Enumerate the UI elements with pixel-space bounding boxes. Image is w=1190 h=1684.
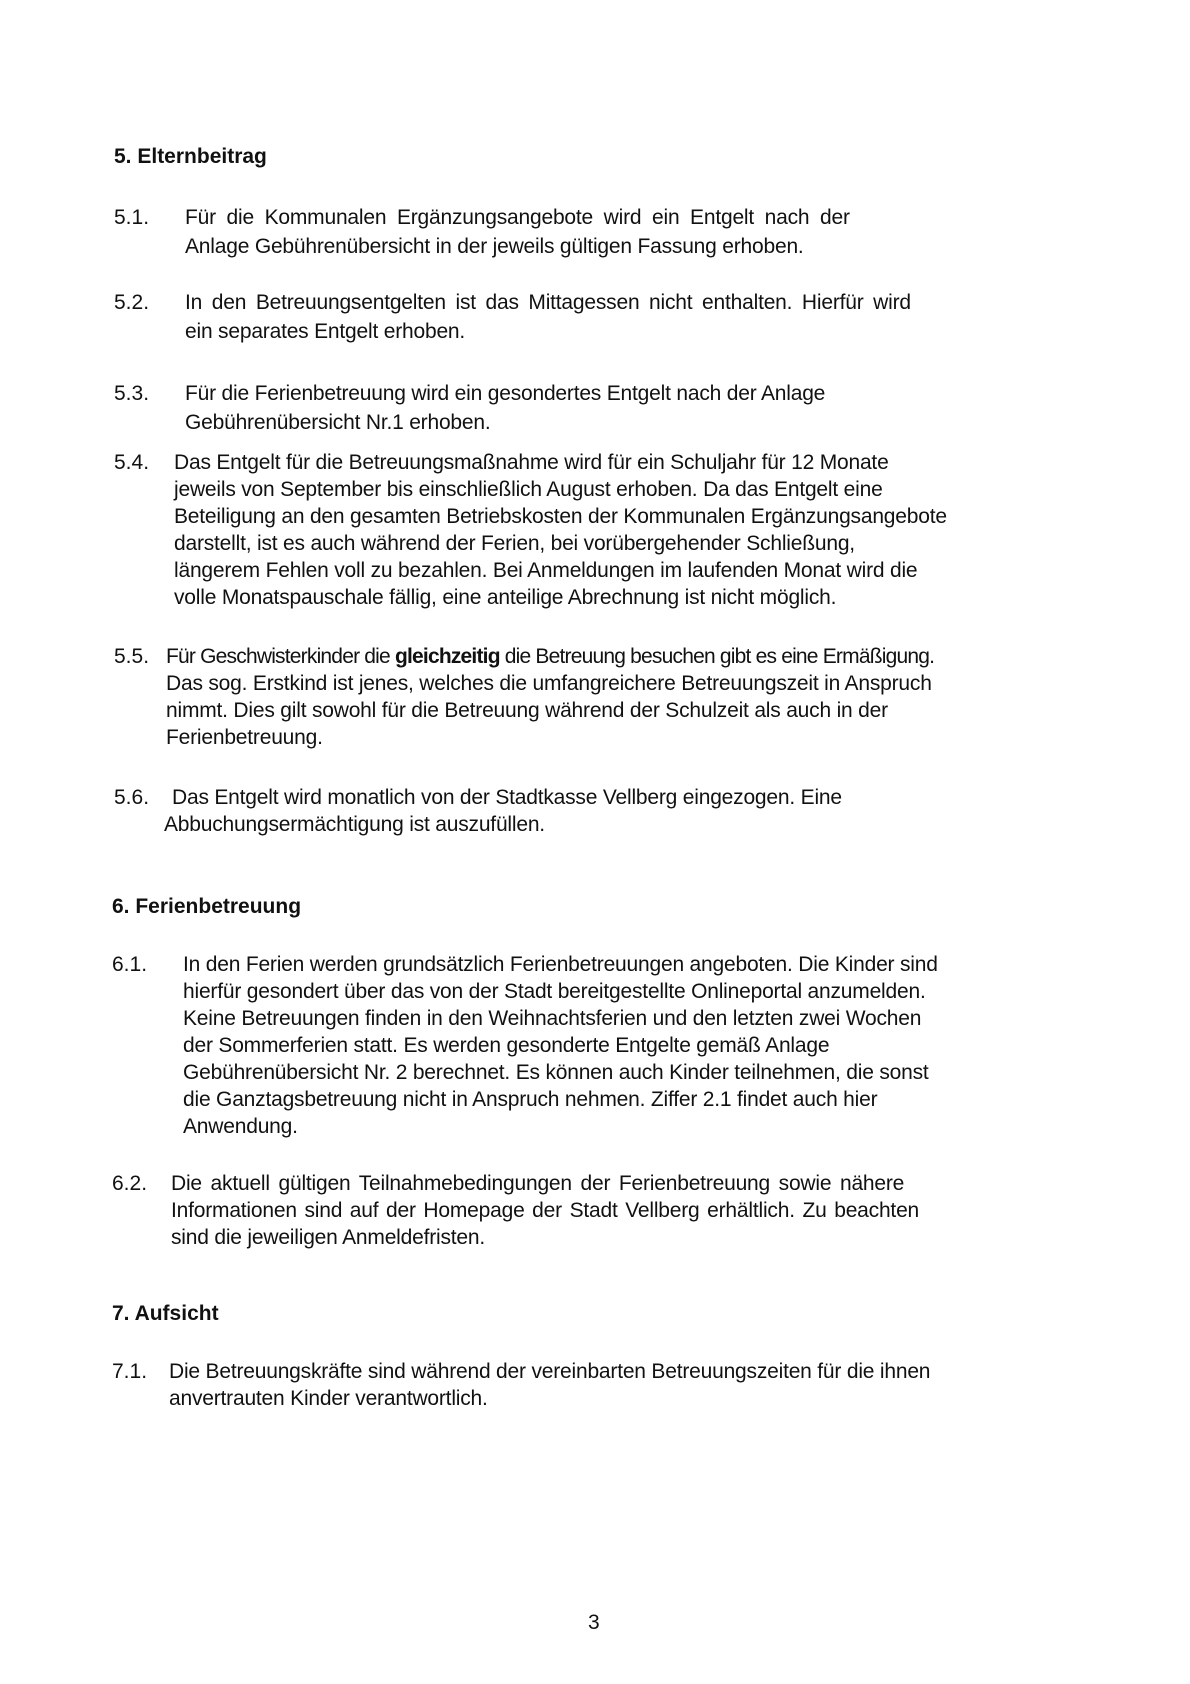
text-line: Das Entgelt für die Betreuungsmaßnahme wird für ein Schuljahr für 12 Monate [174,451,889,474]
text-line: ein separates Entgelt erhoben. [185,320,466,343]
text-line: jeweils von September bis einschließlich August erhoben. Da das Entgelt eine [174,478,883,501]
text-line: In den Betreuungsentgelten ist das Mittagessen nicht enthalten. Hierfür wird [185,291,911,314]
text-line: volle Monatspauschale fällig, eine anteilige Abrechnung ist nicht möglich. [174,586,837,609]
section-heading-5: 5. Elternbeitrag [114,145,267,168]
text-run: die Betreuung besuchen gibt es eine Ermäßigung. [499,645,935,668]
text-line: Ferienbetreuung. [166,726,323,749]
item-number: 5.2. [114,291,150,314]
text-line: Abbuchungsermächtigung ist auszufüllen. [164,813,545,836]
text-line: Gebührenübersicht Nr.1 erhoben. [185,411,491,434]
text-line: sind die jeweiligen Anmeldefristen. [171,1226,486,1249]
section-heading-7: 7. Aufsicht [112,1302,219,1325]
text-line: Beteiligung an den gesamten Betriebskosten der Kommunalen Ergänzungsangebote [174,505,947,528]
item-number: 5.3. [114,382,150,405]
text-line: Für die Ferienbetreuung wird ein gesondertes Entgelt nach der Anlage [185,382,826,405]
text-line: Gebührenübersicht Nr. 2 berechnet. Es können auch Kinder teilnehmen, die sonst [183,1061,929,1084]
text-line: Das Entgelt wird monatlich von der Stadtkasse Vellberg eingezogen. Eine [172,786,842,809]
section-heading-6: 6. Ferienbetreuung [112,895,302,918]
page-number: 3 [588,1611,600,1634]
item-number: 5.1. [114,206,150,229]
text-line [166,645,934,669]
text-line: Das sog. Erstkind ist jenes, welches die umfangreichere Betreuungszeit in Anspruch [166,672,932,695]
item-number: 5.5. [114,645,150,668]
text-line: hierfür gesondert über das von der Stadt bereitgestellte Onlineportal anzumelden. [183,980,926,1003]
text-run: Für Geschwisterkinder die [166,645,395,668]
item-number: 5.4. [114,451,150,474]
text-line: darstellt, ist es auch während der Ferien, bei vorübergehender Schließung, [174,532,855,555]
item-number: 5.6. [114,786,150,809]
item-number: 7.1. [112,1360,148,1383]
text-line: Informationen sind auf der Homepage der Stadt Vellberg erhältlich. Zu beachten [171,1199,920,1222]
text-line: Die Betreuungskräfte sind während der vereinbarten Betreuungszeiten für die ihnen [169,1360,931,1383]
emphasis-text: gleichzeitig [394,645,500,668]
text-line: Für die Kommunalen Ergänzungsangebote wird ein Entgelt nach der [185,206,850,229]
text-line: der Sommerferien statt. Es werden gesonderte Entgelte gemäß Anlage [183,1034,830,1057]
text-line: Keine Betreuungen finden in den Weihnachtsferien und den letzten zwei Wochen [183,1007,922,1030]
text-line: Die aktuell gültigen Teilnahmebedingungen der Ferienbetreuung sowie nähere [171,1172,905,1195]
text-line: anvertrauten Kinder verantwortlich. [169,1387,488,1410]
item-number: 6.1. [112,953,148,976]
text-line: Anlage Gebührenübersicht in der jeweils gültigen Fassung erhoben. [185,235,804,258]
text-line: In den Ferien werden grundsätzlich Ferienbetreuungen angeboten. Die Kinder sind [183,953,938,976]
item-number: 6.2. [112,1172,148,1195]
text-line: die Ganztagsbetreuung nicht in Anspruch nehmen. Ziffer 2.1 findet auch hier [183,1088,878,1111]
text-line: Anwendung. [183,1115,298,1138]
text-line: längerem Fehlen voll zu bezahlen. Bei Anmeldungen im laufenden Monat wird die [174,559,918,582]
text-line: nimmt. Dies gilt sowohl für die Betreuung während der Schulzeit als auch in der [166,699,888,722]
